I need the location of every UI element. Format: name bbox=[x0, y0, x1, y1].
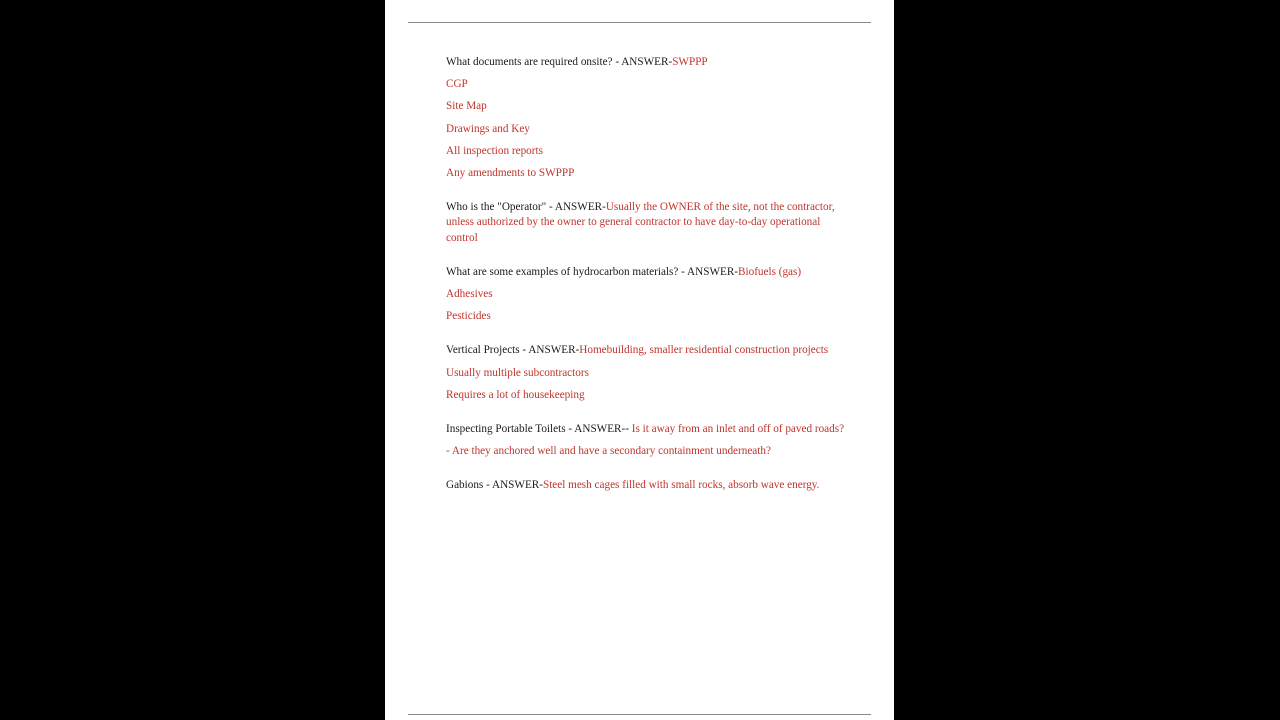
answer-extra-line: CGP bbox=[446, 78, 468, 91]
document-body bbox=[446, 55, 851, 494]
answer-extra-line: Pesticides bbox=[446, 310, 491, 323]
question-text: What are some examples of hydrocarbon materials? bbox=[446, 265, 679, 278]
answer-separator: - ANSWER- bbox=[612, 56, 673, 68]
question-text: Gabions bbox=[446, 479, 484, 492]
answer-extra-line: All inspection reports bbox=[446, 144, 543, 157]
answer-extra-line: - Are they anchored well and have a secondary containment underneath? bbox=[446, 445, 771, 458]
qa-block bbox=[446, 200, 851, 246]
answer-text: Is it away from an inlet and off of paved roads? bbox=[631, 423, 845, 436]
answer-extra-line: Drawings and Key bbox=[446, 122, 530, 135]
qa-primary-line bbox=[446, 265, 851, 280]
question-text: Inspecting Portable Toilets bbox=[446, 423, 566, 436]
header-rule bbox=[408, 22, 871, 23]
answer-text: Homebuilding, smaller residential construction projects bbox=[579, 344, 829, 357]
answer-extra-line: Site Map bbox=[446, 100, 487, 113]
qa-block bbox=[446, 422, 851, 459]
document-page bbox=[385, 0, 894, 720]
question-text: Vertical Projects bbox=[446, 344, 520, 357]
answer-extra-line: Any amendments to SWPPP bbox=[446, 167, 575, 180]
qa-block bbox=[446, 343, 851, 403]
question-text: Who is the "Operator" bbox=[446, 201, 547, 214]
answer-separator: - ANSWER- bbox=[678, 265, 739, 278]
qa-block bbox=[446, 265, 851, 325]
qa-primary-line bbox=[446, 478, 851, 493]
answer-text: SWPPP bbox=[672, 56, 708, 68]
answer-separator: - ANSWER- bbox=[519, 344, 580, 357]
qa-block bbox=[446, 55, 851, 181]
answer-separator: - ANSWER- bbox=[483, 479, 543, 492]
qa-primary-line bbox=[446, 343, 851, 358]
answer-extra-line: Adhesives bbox=[446, 288, 493, 301]
question-text: What documents are required onsite? bbox=[446, 56, 613, 68]
qa-primary-line bbox=[446, 200, 851, 246]
qa-block bbox=[446, 478, 851, 493]
answer-text: Usually the OWNER of the site, not the contractor, unless authorized by the owner to general contractor to have day-to-day operational control bbox=[446, 201, 835, 244]
qa-primary-line bbox=[446, 55, 851, 70]
answer-text: Steel mesh cages filled with small rocks, absorb wave energy. bbox=[542, 479, 820, 492]
letterbox-right bbox=[894, 0, 1280, 720]
answer-separator: - ANSWER- bbox=[546, 201, 606, 214]
qa-primary-line bbox=[446, 422, 851, 437]
footer-rule bbox=[408, 714, 871, 715]
letterbox-left bbox=[0, 0, 385, 720]
answer-extra-line: Usually multiple subcontractors bbox=[446, 366, 589, 379]
answer-text: Biofuels (gas) bbox=[738, 265, 802, 278]
answer-extra-line: Requires a lot of housekeeping bbox=[446, 388, 585, 401]
answer-separator: - ANSWER-- bbox=[565, 423, 632, 436]
